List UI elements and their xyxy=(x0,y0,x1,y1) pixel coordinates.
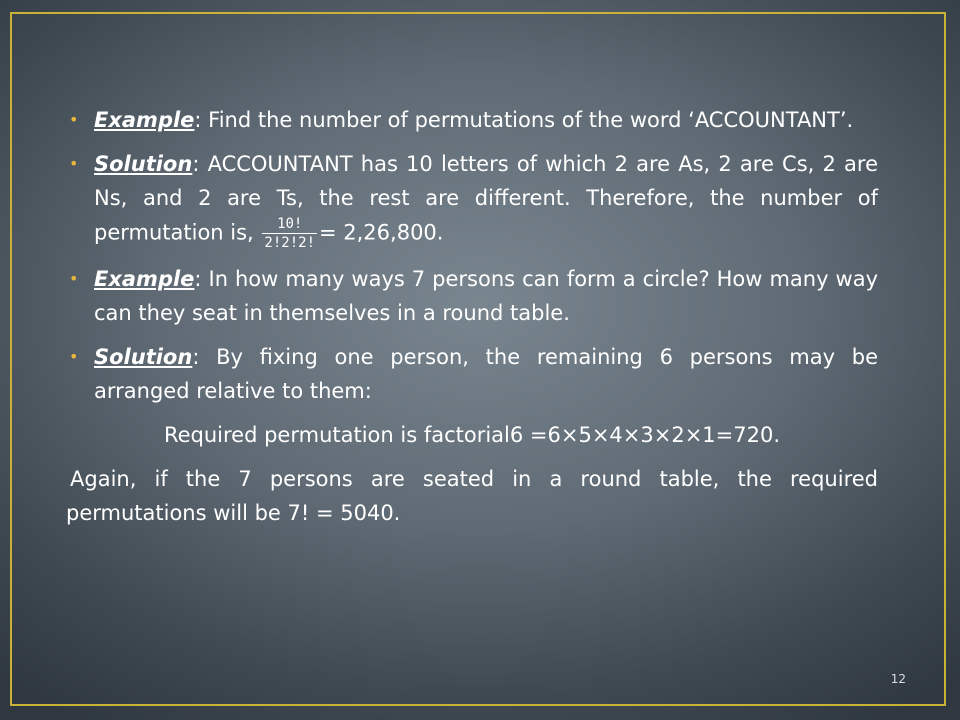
page-number: 12 xyxy=(890,672,906,686)
example-text: : In how many ways 7 persons can form a circle? How many way can they seat in themselves in a round table. xyxy=(94,267,878,325)
solution-result: = 2,26,800. xyxy=(319,220,444,245)
example-label: Example xyxy=(94,108,195,132)
permutation-fraction xyxy=(262,215,317,252)
solution-label: Solution xyxy=(94,345,193,369)
bullet-example-2 xyxy=(66,262,878,330)
slide-content xyxy=(66,103,878,530)
solution-label: Solution xyxy=(94,152,193,176)
bullet-dot-icon: • xyxy=(69,110,79,129)
example-label: Example xyxy=(94,267,195,291)
example-text: : Find the number of permutations of the word ‘ACCOUNTANT’. xyxy=(194,108,854,132)
bullet-solution-2 xyxy=(66,340,878,408)
bullet-example-1 xyxy=(66,103,878,137)
closing-paragraph: Again, if the 7 persons are seated in a round table, the required permutations will be 7! = 5040. xyxy=(66,467,878,525)
bullet-solution-1 xyxy=(66,147,878,252)
bullet-dot-icon: • xyxy=(69,154,79,173)
solution-text: : ACCOUNTANT has 10 letters of which 2 are As, 2 are Cs, 2 are Ns, and 2 are Ts, the rest are different. Therefore, the number of permutation is, xyxy=(94,152,878,245)
fraction-numerator: 10! xyxy=(262,215,317,234)
bullet-dot-icon: • xyxy=(69,347,79,366)
factorial-result-line: Required permutation is factorial6 =6×5×4×3×2×1=720. xyxy=(163,423,781,447)
solution-text: : By fixing one person, the remaining 6 persons may be arranged relative to them: xyxy=(94,345,878,403)
fraction-denominator: 2!2!2! xyxy=(264,235,315,251)
bullet-dot-icon: • xyxy=(69,269,79,288)
